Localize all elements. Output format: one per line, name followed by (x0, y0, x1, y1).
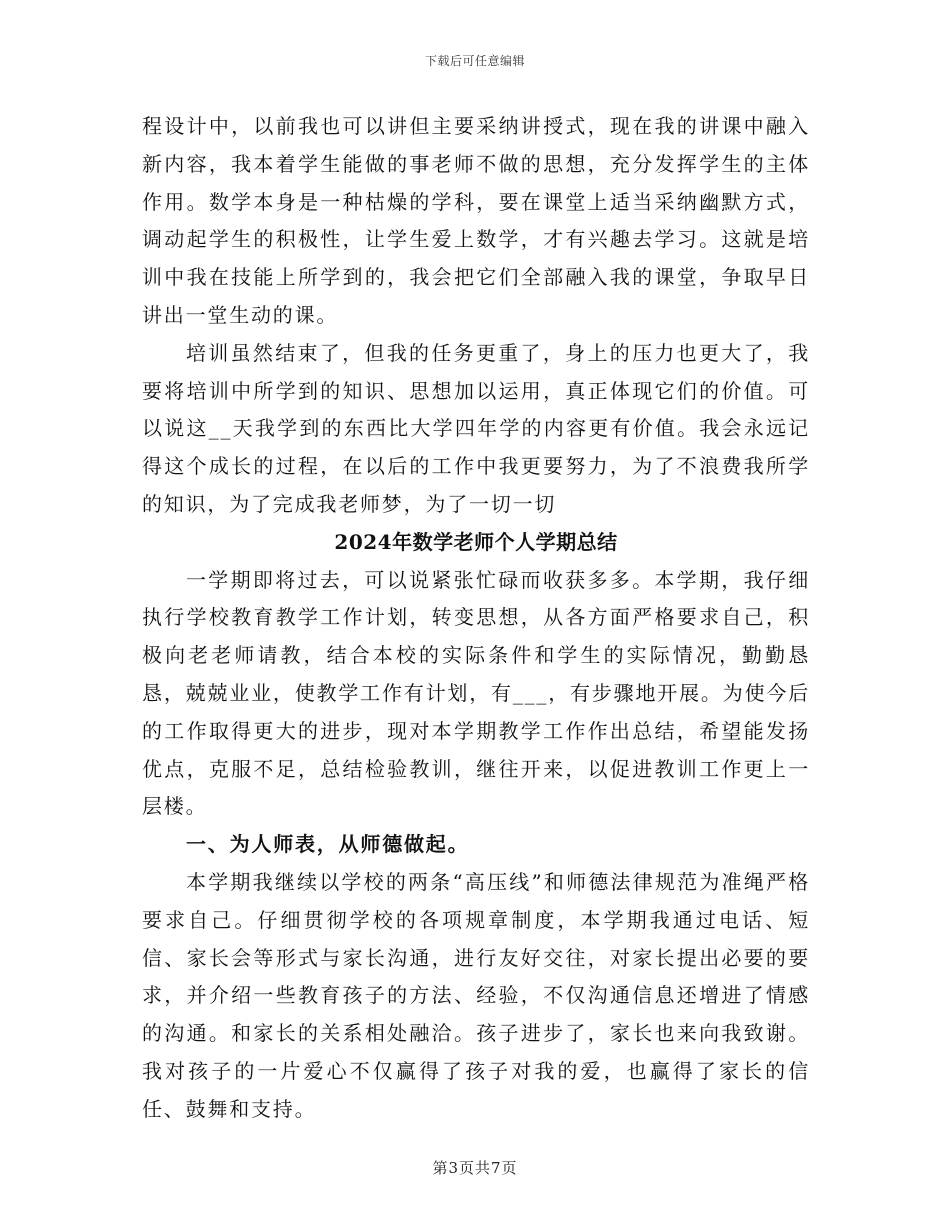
page-header: 下载后可任意编辑 (424, 54, 525, 68)
paragraph-continuation: 程设计中，以前我也可以讲但主要采纳讲授式，现在我的讲课中融入新内容，我本着学生能做的事老师不做的思想，充分发挥学生的主体作用。数学本身是一种枯燥的学科，要在课堂上适当采纳幽默方式，调动起学生的积极性，让学生爱上数学，才有兴趣去学习。这就是培训中我在技能上所学到的，我会把它们全部融入我的课堂，争取早日讲出一堂生动的课。 (142, 114, 810, 327)
paragraph-training-end: 培训虽然结束了，但我的任务更重了，身上的压力也更大了，我要将培训中所学到的知识、思想加以运用，真正体现它们的价值。可以说这__天我学到的东西比大学四年学的内容更有价值。我会永远记得这个成长的过程，在以后的工作中我更要努力，为了不浪费我所学的知识，为了完成我老师梦，为了一切一切 (142, 340, 810, 516)
section-heading-ethics: 一、为人师表，从师德做起。 (186, 832, 470, 857)
paragraph-ethics: 本学期我继续以学校的两条“高压线”和师德法律规范为准绳严格要求自己。仔细贯彻学校的各项规章制度，本学期我通过电话、短信、家长会等形式与家长沟通，进行友好交往，对家长提出必要的要求，并介绍一些教育孩子的方法、经验，不仅沟通信息还增进了情感的沟通。和家长的关系相处融洽。孩子进步了，家长也来向我致谢。我对孩子的一片爱心不仅赢得了孩子对我的爱，也赢得了家长的信任、鼓舞和支持。 (142, 869, 810, 1121)
paragraph-semester-intro: 一学期即将过去，可以说紧张忙碌而收获多多。本学期，我仔细执行学校教育教学工作计划，转变思想，从各方面严格要求自己，积极向老老师请教，结合本校的实际条件和学生的实际情况，勤勤恳恳，兢兢业业，使教学工作有计划，有___，有步骤地开展。为使今后的工作取得更大的进步，现对本学期教学工作作出总结，希望能发扬优点，克服不足，总结检验教训，继往开来，以促进教训工作更上一层楼。 (142, 567, 810, 819)
article-title: 2024年数学老师个人学期总结 (334, 529, 618, 554)
document-body (142, 108, 810, 1129)
page-number: 第3页共7页 (432, 1159, 518, 1177)
